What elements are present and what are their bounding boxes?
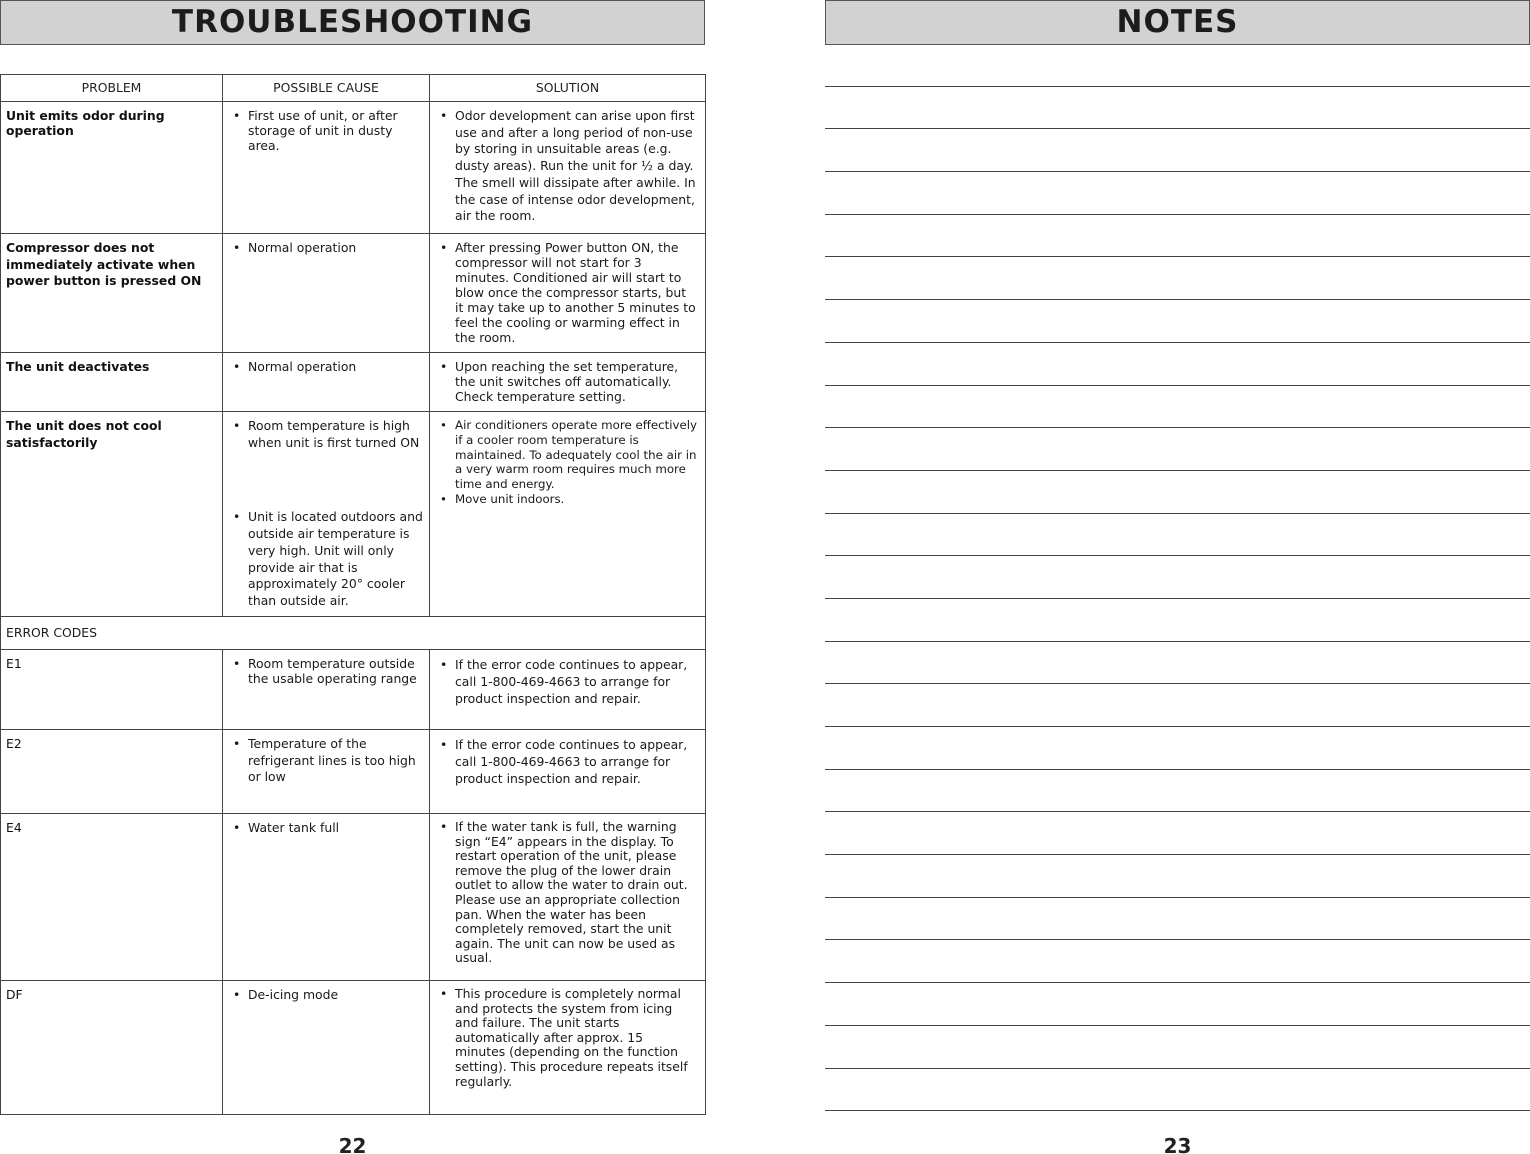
table-row bbox=[1, 730, 706, 814]
note-line bbox=[825, 855, 1530, 898]
solution-item: • Odor development can arise upon first use and after a long period of non-use by storing in unsuitable areas (e.g. dusty areas). Run the unit for ½ a day. The smell will dissipate after awhile. In the case of intense odor development, air the room. bbox=[439, 108, 697, 225]
solution-item: • If the error code continues to appear, call 1-800-469-4663 to arrange for product inspection and repair. bbox=[439, 656, 697, 707]
note-line bbox=[825, 983, 1530, 1026]
problem-cell bbox=[1, 234, 223, 353]
note-line bbox=[825, 257, 1530, 300]
cause-item: • Normal operation bbox=[232, 240, 427, 255]
notes-lines bbox=[825, 44, 1530, 1111]
table-row bbox=[1, 814, 706, 981]
troubleshooting-table bbox=[0, 74, 706, 1115]
cause-cell bbox=[223, 412, 430, 617]
error-code: E1 bbox=[6, 656, 22, 671]
page-title: TROUBLESHOOTING bbox=[0, 0, 705, 45]
error-codes-label: ERROR CODES bbox=[1, 617, 706, 650]
table-row bbox=[1, 650, 706, 730]
note-line bbox=[825, 684, 1530, 727]
note-line bbox=[825, 1026, 1530, 1069]
note-line bbox=[825, 471, 1530, 514]
cause-item: • Temperature of the refrigerant lines is too high or low bbox=[232, 736, 427, 786]
problem-text: Unit emits odor during operation bbox=[6, 108, 165, 138]
solution-cell bbox=[430, 102, 706, 234]
error-codes-section-row bbox=[1, 617, 706, 650]
solution-cell bbox=[430, 730, 706, 814]
solution-cell bbox=[430, 412, 706, 617]
note-line bbox=[825, 44, 1530, 87]
note-line bbox=[825, 898, 1530, 941]
page-number: 22 bbox=[338, 1134, 367, 1154]
problem-cell bbox=[1, 412, 223, 617]
troubleshooting-page bbox=[0, 0, 705, 1154]
header-solution: SOLUTION bbox=[430, 75, 706, 102]
solution-item: • If the water tank is full, the warning sign “E4” appears in the display. To restart operation of the unit, please remove the plug of the lower drain outlet to allow the water to drain out. Please use an appropriate collection pan. When the water has been completely removed, start the unit again. The unit can now be used as usual. bbox=[439, 820, 697, 966]
note-line bbox=[825, 940, 1530, 983]
cause-item: • First use of unit, or after storage of unit in dusty area. bbox=[232, 108, 427, 153]
cause-item: • Normal operation bbox=[232, 359, 427, 374]
solution-item: • This procedure is completely normal and protects the system from icing and failure. The unit starts automatically after approx. 15 minutes (depending on the function setting). This procedure repeats itself regularly. bbox=[439, 987, 697, 1089]
table-row bbox=[1, 353, 706, 412]
notes-title: NOTES bbox=[825, 0, 1530, 45]
problem-cell bbox=[1, 102, 223, 234]
solution-cell bbox=[430, 814, 706, 981]
problem-text: Compressor does not immediately activate when power button is pressed ON bbox=[6, 240, 202, 288]
cause-item: • Room temperature is high when unit is first turned ON bbox=[232, 418, 427, 451]
error-code-cell bbox=[1, 814, 223, 981]
note-line bbox=[825, 514, 1530, 557]
error-code-cell bbox=[1, 730, 223, 814]
cause-item: • Unit is located outdoors and outside air temperature is very high. Unit will only provide air that is approximately 20° cooler than outside air. bbox=[232, 509, 427, 609]
cause-item: • Room temperature outside the usable operating range bbox=[232, 656, 427, 686]
solution-item: • Upon reaching the set temperature, the unit switches off automatically. Check temperature setting. bbox=[439, 359, 697, 404]
table-row bbox=[1, 412, 706, 617]
note-line bbox=[825, 1069, 1530, 1112]
note-line bbox=[825, 87, 1530, 130]
note-line bbox=[825, 642, 1530, 685]
error-code: E4 bbox=[6, 820, 22, 835]
cause-cell bbox=[223, 234, 430, 353]
solution-cell bbox=[430, 650, 706, 730]
note-line bbox=[825, 129, 1530, 172]
cause-item: • De-icing mode bbox=[232, 987, 427, 1002]
table-row bbox=[1, 102, 706, 234]
note-line bbox=[825, 343, 1530, 386]
note-line bbox=[825, 599, 1530, 642]
cause-item: • Water tank full bbox=[232, 820, 427, 835]
note-line bbox=[825, 727, 1530, 770]
note-line bbox=[825, 386, 1530, 429]
cause-cell bbox=[223, 650, 430, 730]
note-line bbox=[825, 172, 1530, 215]
cause-cell bbox=[223, 730, 430, 814]
note-line bbox=[825, 812, 1530, 855]
table-header-row bbox=[1, 75, 706, 102]
notes-page bbox=[825, 0, 1530, 1154]
error-code: E2 bbox=[6, 736, 22, 751]
cause-cell bbox=[223, 102, 430, 234]
note-line bbox=[825, 300, 1530, 343]
error-code-cell bbox=[1, 981, 223, 1115]
problem-text: The unit deactivates bbox=[6, 359, 150, 374]
note-line bbox=[825, 770, 1530, 813]
solution-item: • Air conditioners operate more effectively if a cooler room temperature is maintained. To adequately cool the air in a very warm room requires much more time and energy. bbox=[439, 418, 697, 492]
solution-item: • Move unit indoors. bbox=[439, 492, 697, 507]
problem-cell bbox=[1, 353, 223, 412]
error-code-cell bbox=[1, 650, 223, 730]
problem-text: The unit does not cool satisfactorily bbox=[6, 418, 162, 450]
solution-cell bbox=[430, 981, 706, 1115]
cause-cell bbox=[223, 353, 430, 412]
note-line bbox=[825, 556, 1530, 599]
cause-cell bbox=[223, 814, 430, 981]
cause-cell bbox=[223, 981, 430, 1115]
header-possible-cause: POSSIBLE CAUSE bbox=[223, 75, 430, 102]
note-line bbox=[825, 215, 1530, 258]
table-row bbox=[1, 234, 706, 353]
note-line bbox=[825, 428, 1530, 471]
page-number: 23 bbox=[1163, 1134, 1192, 1154]
solution-item: • After pressing Power button ON, the compressor will not start for 3 minutes. Conditioned air will start to blow once the compressor starts, but it may take up to another 5 minutes to feel the cooling or warming effect in the room. bbox=[439, 240, 697, 345]
solution-cell bbox=[430, 353, 706, 412]
solution-cell bbox=[430, 234, 706, 353]
header-problem: PROBLEM bbox=[1, 75, 223, 102]
table-row bbox=[1, 981, 706, 1115]
solution-item: • If the error code continues to appear, call 1-800-469-4663 to arrange for product inspection and repair. bbox=[439, 736, 697, 787]
error-code: DF bbox=[6, 987, 23, 1002]
